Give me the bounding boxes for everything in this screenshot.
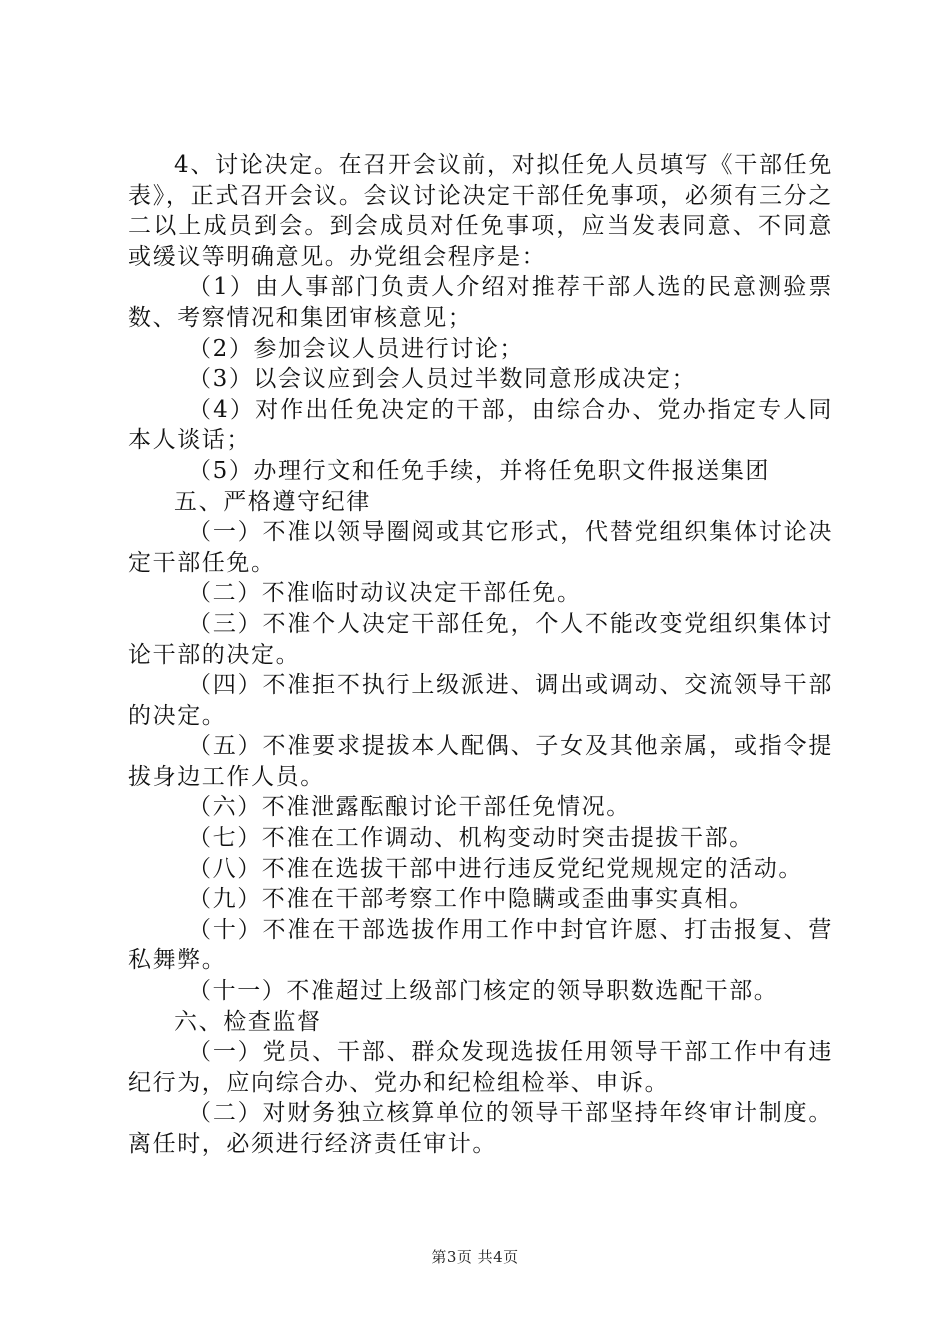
paragraph: （三）不准个人决定干部任免，个人不能改变党组织集体讨论干部的决定。 [128,610,833,668]
paragraph: （2）参加会议人员进行讨论； [188,335,525,362]
paragraph: （五）不准要求提拔本人配偶、子女及其他亲属，或指令提拔身边工作人员。 [128,733,833,790]
paragraph: （九）不准在干部考察工作中隐瞒或歪曲事实真相。 [188,886,754,913]
paragraph: （七）不准在工作调动、机构变动时突击提拔干部。 [188,825,754,852]
document-body [128,150,833,1160]
paragraph: （1）由人事部门负责人介绍对推荐干部人选的民意测验票数、考察情况和集团审核意见； [128,274,833,331]
paragraph: （4）对作出任免决定的干部，由综合办、党办指定专人同本人谈话； [128,396,833,454]
paragraph: （十）不准在干部选拔作用工作中封官许愿、打击报复、营私舞弊。 [128,916,833,974]
paragraph: （5）办理行文和任免手续，并将任免职文件报送集团 [188,457,771,484]
paragraph: 4、讨论决定。在召开会议前，对拟任免人员填写《干部任免表》，正式召开会议。会议讨论决定干部任免事项，必须有三分之二以上成员到会。到会成员对任免事项，应当发表同意、不同意或缓议等明确意见。办党组会程序是： [128,152,833,270]
paragraph: （四）不准拒不执行上级派进、调出或调动、交流领导干部的决定。 [128,672,833,729]
page-footer [0,1246,950,1267]
paragraph: （一）不准以领导圈阅或其它形式，代替党组织集体讨论决定干部任免。 [128,519,833,576]
paragraph: （3）以会议应到会人员过半数同意形成决定； [188,366,697,393]
section-heading: 五、严格遵守纪律 [174,488,371,515]
paragraph: （十一）不准超过上级部门核定的领导职数选配干部。 [188,978,779,1005]
paragraph: （二）对财务独立核算单位的领导干部坚持年终审计制度。离任时，必须进行经济责任审计。 [128,1100,833,1157]
paragraph: （二）不准临时动议决定干部任免。 [188,580,582,607]
paragraph: （一）党员、干部、群众发现选拔任用领导干部工作中有违纪行为，应向综合办、党办和纪检组检举、申诉。 [128,1039,833,1096]
paragraph: （六）不准泄露酝酿讨论干部任免情况。 [188,794,631,821]
page-number-label: 第3页 共4页 [431,1248,519,1266]
paragraph: （八）不准在选拔干部中进行违反党纪党规规定的活动。 [188,855,803,882]
section-heading: 六、检查监督 [174,1008,322,1035]
